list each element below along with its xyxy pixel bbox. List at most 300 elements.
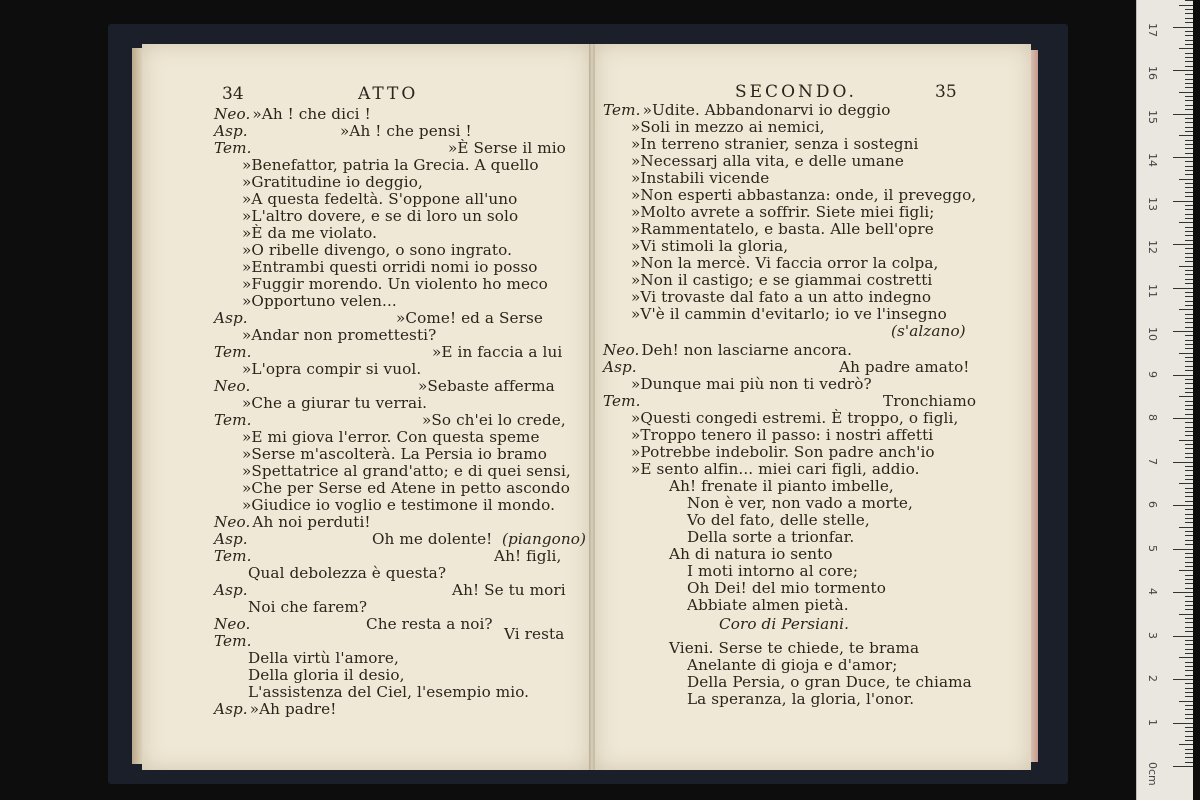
- ruler-tick: [1185, 248, 1193, 249]
- speaker-label: Tem.: [603, 101, 641, 119]
- ruler-tick: [1185, 240, 1193, 241]
- ruler-tick: [1173, 723, 1193, 724]
- text-line: Della gloria il desio,: [248, 666, 405, 684]
- ruler-tick: [1185, 583, 1193, 584]
- ruler-tick: [1185, 235, 1193, 236]
- ruler-tick: [1185, 257, 1193, 258]
- text-line: Ah! Se tu mori: [452, 581, 566, 599]
- text-line: Asp. »Ah padre!: [214, 700, 337, 718]
- ruler-tick: [1185, 131, 1193, 132]
- ruler-tick: [1185, 44, 1193, 45]
- ruler-tick: [1173, 462, 1193, 463]
- text-line: »Serse m'ascolterà. La Persia io bramo: [242, 445, 548, 463]
- ruler-label: 12: [1146, 240, 1159, 254]
- text-line: »Potrebbe indebolir. Son padre anch'io: [631, 443, 935, 461]
- ruler-tick: [1185, 409, 1193, 410]
- ruler-label: 3: [1146, 631, 1159, 639]
- ruler-tick: [1185, 401, 1193, 402]
- ruler-tick: [1173, 331, 1193, 332]
- ruler-tick: [1185, 736, 1193, 737]
- ruler-label: 17: [1146, 22, 1159, 37]
- text-line: »Andar non promettesti?: [242, 326, 437, 344]
- text-line: [214, 548, 254, 565]
- text-line: [214, 344, 254, 361]
- ruler-tick: [1179, 353, 1193, 354]
- speaker-label: Tem.: [214, 343, 252, 361]
- ruler-tick: [1185, 187, 1193, 188]
- ruler-tick: [1179, 657, 1193, 658]
- ruler-label: 5: [1146, 544, 1159, 552]
- ruler-tick: [1185, 205, 1193, 206]
- text-line: »Benefattor, patria la Grecia. A quello: [242, 156, 539, 174]
- ruler-tick: [1185, 609, 1193, 610]
- ruler-tick: [1179, 135, 1193, 136]
- ruler-tick: [1185, 344, 1193, 345]
- speaker-label: Tem.: [214, 139, 252, 157]
- ruler-tick: [1185, 470, 1193, 471]
- ruler-tick: [1185, 57, 1193, 58]
- ruler-tick: [1185, 727, 1193, 728]
- ruler-label: 9: [1146, 370, 1159, 378]
- ruler-tick: [1185, 731, 1193, 732]
- ruler-label: 13: [1146, 196, 1159, 211]
- ruler-label: 1: [1146, 718, 1159, 726]
- ruler-tick: [1179, 48, 1193, 49]
- text-line: »È Serse il mio: [448, 139, 566, 157]
- ruler-tick: [1173, 505, 1193, 506]
- ruler-tick: [1185, 40, 1193, 41]
- ruler-tick: [1185, 696, 1193, 697]
- ruler-tick: [1185, 448, 1193, 449]
- ruler-tick: [1179, 396, 1193, 397]
- ruler-tick: [1173, 27, 1193, 28]
- ruler-tick: [1173, 288, 1193, 289]
- ruler-tick: [1185, 318, 1193, 319]
- ruler-tick: [1185, 53, 1193, 54]
- ruler-tick: [1185, 631, 1193, 632]
- ruler-tick: [1185, 79, 1193, 80]
- ruler-tick: [1185, 13, 1193, 14]
- text-line: [214, 633, 254, 650]
- ruler-tick: [1185, 305, 1193, 306]
- ruler-tick: [1185, 322, 1193, 323]
- stage-direction: (s'alzano): [891, 322, 966, 340]
- ruler-tick: [1185, 270, 1193, 271]
- text-line: Che resta a noi?: [366, 615, 493, 633]
- text-line: »Dunque mai più non ti vedrò?: [631, 375, 872, 393]
- text-line: La speranza, la gloria, l'onor.: [687, 690, 915, 708]
- text-line: [214, 412, 254, 429]
- ruler-tick: [1185, 579, 1193, 580]
- text-line: »Fuggir morendo. Un violento ho meco: [242, 275, 548, 293]
- text-line: »Non la mercè. Vi faccia orror la colpa,: [631, 254, 939, 272]
- ruler-tick: [1185, 209, 1193, 210]
- text-line: »Entrambi questi orridi nomi io posso: [242, 258, 538, 276]
- ruler-tick: [1173, 679, 1193, 680]
- ruler-tick: [1185, 348, 1193, 349]
- ruler-tick: [1179, 92, 1193, 93]
- text-line: [603, 359, 639, 376]
- ruler-tick: [1185, 405, 1193, 406]
- ruler-tick: [1185, 261, 1193, 262]
- ruler-tick: [1185, 566, 1193, 567]
- ruler-tick: [1185, 274, 1193, 275]
- ruler-tick: [1185, 622, 1193, 623]
- ruler-tick: [1179, 179, 1193, 180]
- ruler-label: 6: [1146, 501, 1159, 508]
- text-line: Vieni. Serse te chiede, te brama: [669, 639, 920, 657]
- ruler-tick: [1185, 379, 1193, 380]
- ruler-label: 10: [1146, 327, 1159, 341]
- ruler-tick: [1185, 283, 1193, 284]
- ruler-tick: [1185, 170, 1193, 171]
- text-line: »Gratitudine io deggio,: [242, 173, 423, 191]
- ruler-tick: [1185, 174, 1193, 175]
- ruler-label: 8: [1146, 414, 1159, 421]
- ruler-tick: [1185, 96, 1193, 97]
- text-line: Tem. »Udite. Abbandonarvi io deggio: [603, 101, 891, 119]
- ruler-tick: [1185, 522, 1193, 523]
- text-line: »Opportuno velen...: [242, 292, 397, 310]
- ruler-label: 4: [1146, 588, 1159, 595]
- ruler-tick: [1185, 640, 1193, 641]
- ruler-tick: [1185, 492, 1193, 493]
- ruler-tick: [1185, 301, 1193, 302]
- ruler-tick: [1185, 87, 1193, 88]
- ruler-label: 11: [1146, 283, 1159, 298]
- text-line: Della sorte a trionfar.: [687, 528, 855, 546]
- ruler-label: 15: [1146, 109, 1159, 124]
- ruler-tick: [1185, 100, 1193, 101]
- text-line: »Come! ed a Serse: [396, 309, 543, 327]
- ruler-tick: [1179, 701, 1193, 702]
- ruler-tick: [1185, 557, 1193, 558]
- ruler-tick: [1185, 662, 1193, 663]
- ruler-tick: [1185, 370, 1193, 371]
- text-line: »Vi stimoli la gloria,: [631, 237, 789, 255]
- text-line: Ah di natura io sento: [669, 545, 833, 563]
- ruler-tick: [1185, 653, 1193, 654]
- ruler-tick: [1173, 418, 1193, 419]
- left-page: [142, 44, 591, 770]
- ruler-tick: [1185, 383, 1193, 384]
- text-line: [214, 310, 250, 327]
- ruler-tick: [1185, 227, 1193, 228]
- speaker-label: Asp.: [214, 700, 248, 718]
- ruler-tick: [1185, 718, 1193, 719]
- text-line: Tronchiamo: [883, 392, 977, 410]
- ruler-tick: [1185, 601, 1193, 602]
- text-line: [214, 123, 250, 140]
- ruler-tick: [1185, 105, 1193, 106]
- text-line: Della virtù l'amore,: [248, 649, 399, 667]
- ruler-tick: [1185, 161, 1193, 162]
- text-line: »Ah ! che pensi !: [340, 122, 472, 140]
- text-line: »A questa fedeltà. S'oppone all'uno: [242, 190, 518, 208]
- text-line: [214, 616, 252, 633]
- ruler-tick: [1185, 361, 1193, 362]
- text-line: »So ch'ei lo crede,: [422, 411, 566, 429]
- speaker-label: Neo.: [603, 341, 640, 359]
- ruler-tick: [1185, 327, 1193, 328]
- left-page-number: 34: [222, 84, 244, 104]
- ruler-tick: [1185, 109, 1193, 110]
- speaker-label: Neo.: [214, 513, 251, 531]
- ruler-tick: [1185, 122, 1193, 123]
- ruler-tick: [1185, 644, 1193, 645]
- speaker-label: Tem.: [214, 632, 252, 650]
- ruler-tick: [1185, 231, 1193, 232]
- text-line: »Non esperti abbastanza: onde, il preveggo,: [631, 186, 977, 204]
- speaker-label: Asp.: [214, 309, 248, 327]
- ruler-tick: [1185, 366, 1193, 367]
- text-line: »Non il castigo; e se giammai costretti: [631, 271, 933, 289]
- ruler-tick: [1185, 618, 1193, 619]
- speaker-label: Asp.: [214, 122, 248, 140]
- speaker-label: Asp.: [603, 358, 637, 376]
- ruler-tick: [1179, 614, 1193, 615]
- text-line: »Molto avrete a soffrir. Siete miei figli;: [631, 203, 935, 221]
- ruler-tick: [1185, 218, 1193, 219]
- text-line: »E in faccia a lui: [432, 343, 563, 361]
- ruler-tick: [1185, 740, 1193, 741]
- text-line: Vi resta: [504, 625, 565, 643]
- ruler-tick: [1185, 553, 1193, 554]
- ruler-tick: [1185, 683, 1193, 684]
- ruler-tick: [1179, 309, 1193, 310]
- ruler-tick: [1173, 201, 1193, 202]
- ruler-tick: [1179, 570, 1193, 571]
- ruler-tick: [1185, 340, 1193, 341]
- ruler-tick: [1179, 527, 1193, 528]
- ruler-tick: [1185, 392, 1193, 393]
- speaker-label: Asp.: [214, 530, 248, 548]
- ruler-label: 7: [1146, 457, 1159, 465]
- ruler-tick: [1185, 427, 1193, 428]
- ruler-tick: [1185, 501, 1193, 502]
- text-line: L'assistenza del Ciel, l'esempio mio.: [248, 683, 530, 701]
- ruler-tick: [1185, 196, 1193, 197]
- text-line: Non è ver, non vado a morte,: [687, 494, 913, 512]
- text-line: »È da me violato.: [242, 224, 378, 242]
- ruler-tick: [1173, 592, 1193, 593]
- text-line: Qual debolezza è questa?: [248, 564, 447, 582]
- ruler-tick: [1185, 144, 1193, 145]
- text-line: Neo. »Ah ! che dici !: [214, 105, 371, 123]
- text-line: Abbiate almen pietà.: [687, 596, 849, 614]
- ruler-tick: [1185, 509, 1193, 510]
- speaker-label: Neo.: [214, 615, 251, 633]
- ruler-tick: [1185, 540, 1193, 541]
- ruler-tick: [1173, 636, 1193, 637]
- ruler-tick: [1185, 31, 1193, 32]
- ruler-tick: [1185, 18, 1193, 19]
- ruler-label: 14: [1146, 153, 1159, 167]
- text-line: »Vi trovaste dal fato a un atto indegno: [631, 288, 932, 306]
- ruler-tick: [1179, 5, 1193, 6]
- ruler-tick: [1185, 183, 1193, 184]
- ruler-tick: [1185, 479, 1193, 480]
- text-line: »Spettatrice al grand'atto; e di quei sensi,: [242, 462, 571, 480]
- ruler-tick: [1185, 588, 1193, 589]
- ruler-label: 2: [1146, 675, 1159, 682]
- ruler-tick: [1185, 431, 1193, 432]
- ruler-label: 0cm: [1146, 762, 1159, 786]
- ruler-tick: [1185, 127, 1193, 128]
- right-page-number: 35: [935, 82, 957, 102]
- ruler-tick: [1179, 222, 1193, 223]
- ruler-tick: [1185, 296, 1193, 297]
- ruler-tick: [1185, 562, 1193, 563]
- speaker-label: Asp.: [214, 581, 248, 599]
- ruler-tick: [1185, 435, 1193, 436]
- text-line: Ah padre amato!: [839, 358, 970, 376]
- ruler-tick: [1173, 157, 1193, 158]
- ruler-tick: [1185, 762, 1193, 763]
- ruler-tick: [1185, 279, 1193, 280]
- ruler-tick: [1185, 457, 1193, 458]
- text-line: Ah! figli,: [494, 547, 562, 565]
- text-line: Vo del fato, delle stelle,: [687, 511, 870, 529]
- ruler-tick: [1185, 596, 1193, 597]
- ruler-tick: [1185, 531, 1193, 532]
- text-line: »Questi congedi estremi. È troppo, o figli,: [631, 409, 959, 427]
- ruler-tick: [1185, 292, 1193, 293]
- text-line: »O ribelle divengo, o sono ingrato.: [242, 241, 513, 259]
- ruler-tick: [1185, 666, 1193, 667]
- text-line: »Soli in mezzo ai nemici,: [631, 118, 825, 136]
- ruler-tick: [1185, 192, 1193, 193]
- text-line: »Che a giurar tu verrai.: [242, 394, 428, 412]
- measuring-ruler: [1136, 0, 1193, 800]
- ruler-tick: [1185, 422, 1193, 423]
- ruler-tick: [1179, 440, 1193, 441]
- ruler-tick: [1185, 83, 1193, 84]
- text-line: Oh me dolente!: [372, 530, 493, 548]
- ruler-label: 16: [1146, 66, 1159, 80]
- text-line: Ah! frenate il pianto imbelle,: [669, 477, 894, 495]
- ruler-tick: [1185, 749, 1193, 750]
- ruler-tick: [1185, 153, 1193, 154]
- text-line: »L'opra compir si vuol.: [242, 360, 422, 378]
- left-running-head: ATTO: [358, 84, 419, 104]
- ruler-tick: [1185, 414, 1193, 415]
- speaker-label: Tem.: [214, 547, 252, 565]
- text-line: »L'altro dovere, e se di loro un solo: [242, 207, 519, 225]
- text-line: Neo. Deh! non lasciarne ancora.: [603, 341, 853, 359]
- ruler-tick: [1185, 475, 1193, 476]
- text-line: »In terreno stranier, senza i sostegni: [631, 135, 919, 153]
- ruler-tick: [1185, 709, 1193, 710]
- ruler-tick: [1185, 148, 1193, 149]
- text-line: »Instabili vicende: [631, 169, 770, 187]
- ruler-tick: [1185, 688, 1193, 689]
- ruler-tick: [1185, 544, 1193, 545]
- ruler-tick: [1173, 766, 1193, 767]
- ruler-tick: [1173, 244, 1193, 245]
- ruler-tick: [1185, 466, 1193, 467]
- ruler-tick: [1185, 444, 1193, 445]
- stage-direction: (piangono): [502, 530, 587, 548]
- text-line: »V'è il cammin d'evitarlo; io ve l'insegno: [631, 305, 947, 323]
- text-line: »Rammentatelo, e basta. Alle bell'opre: [631, 220, 934, 238]
- ruler-tick: [1185, 357, 1193, 358]
- ruler-tick: [1173, 114, 1193, 115]
- ruler-tick: [1173, 549, 1193, 550]
- ruler-tick: [1185, 335, 1193, 336]
- ruler-tick: [1185, 675, 1193, 676]
- ruler-tick: [1185, 66, 1193, 67]
- text-line: »Giudice io voglio e testimone il mondo.: [242, 496, 556, 514]
- text-line: »Troppo tenero il passo: i nostri affetti: [631, 426, 934, 444]
- speaker-label: Neo.: [214, 377, 251, 395]
- ruler-tick: [1179, 266, 1193, 267]
- text-line: »E sento alfin... miei cari figli, addio.: [631, 460, 920, 478]
- text-line: [214, 140, 254, 157]
- right-page: [594, 44, 1031, 770]
- ruler-tick: [1185, 714, 1193, 715]
- text-line: I moti intorno al core;: [687, 562, 859, 580]
- ruler-tick: [1185, 605, 1193, 606]
- ruler-tick: [1185, 757, 1193, 758]
- ruler-tick: [1173, 375, 1193, 376]
- right-running-head: SECONDO.: [735, 82, 857, 102]
- ruler-tick: [1185, 214, 1193, 215]
- text-line: »Sebaste afferma: [418, 377, 555, 395]
- ruler-tick: [1185, 627, 1193, 628]
- ruler-tick: [1185, 314, 1193, 315]
- ruler-tick: [1173, 70, 1193, 71]
- ruler-tick: [1185, 35, 1193, 36]
- ruler-tick: [1179, 744, 1193, 745]
- ruler-tick: [1185, 649, 1193, 650]
- ruler-tick: [1185, 9, 1193, 10]
- speaker-label: Neo.: [214, 105, 251, 123]
- text-line: »Che per Serse ed Atene in petto ascondo: [242, 479, 570, 497]
- text-line: [603, 393, 643, 410]
- text-line: »Necessarj alla vita, e delle umane: [631, 152, 904, 170]
- text-line: Della Persia, o gran Duce, te chiama: [687, 673, 972, 691]
- ruler-tick: [1185, 61, 1193, 62]
- ruler-tick: [1185, 74, 1193, 75]
- speaker-label: Tem.: [603, 392, 641, 410]
- ruler-tick: [1185, 253, 1193, 254]
- ruler-tick: [1185, 388, 1193, 389]
- speaker-label: Tem.: [214, 411, 252, 429]
- text-line: Oh Dei! del mio tormento: [687, 579, 886, 597]
- ruler-tick: [1185, 488, 1193, 489]
- ruler-tick: [1185, 575, 1193, 576]
- text-line: Anelante di gioja e d'amor;: [687, 656, 898, 674]
- text-line: »E mi giova l'error. Con questa speme: [242, 428, 540, 446]
- ruler-tick: [1185, 514, 1193, 515]
- ruler-tick: [1185, 705, 1193, 706]
- ruler-tick: [1185, 140, 1193, 141]
- ruler-tick: [1185, 22, 1193, 23]
- chorus-heading: Coro di Persiani.: [719, 615, 850, 633]
- ruler-tick: [1185, 453, 1193, 454]
- ruler-tick: [1179, 483, 1193, 484]
- ruler-tick: [1185, 166, 1193, 167]
- text-line: [214, 531, 250, 548]
- text-line: [214, 582, 250, 599]
- ruler-tick: [1185, 670, 1193, 671]
- text-line: Neo. Ah noi perduti!: [214, 513, 371, 531]
- ruler-tick: [1185, 535, 1193, 536]
- ruler-tick: [1185, 692, 1193, 693]
- ruler-tick: [1185, 118, 1193, 119]
- ruler-tick: [1185, 518, 1193, 519]
